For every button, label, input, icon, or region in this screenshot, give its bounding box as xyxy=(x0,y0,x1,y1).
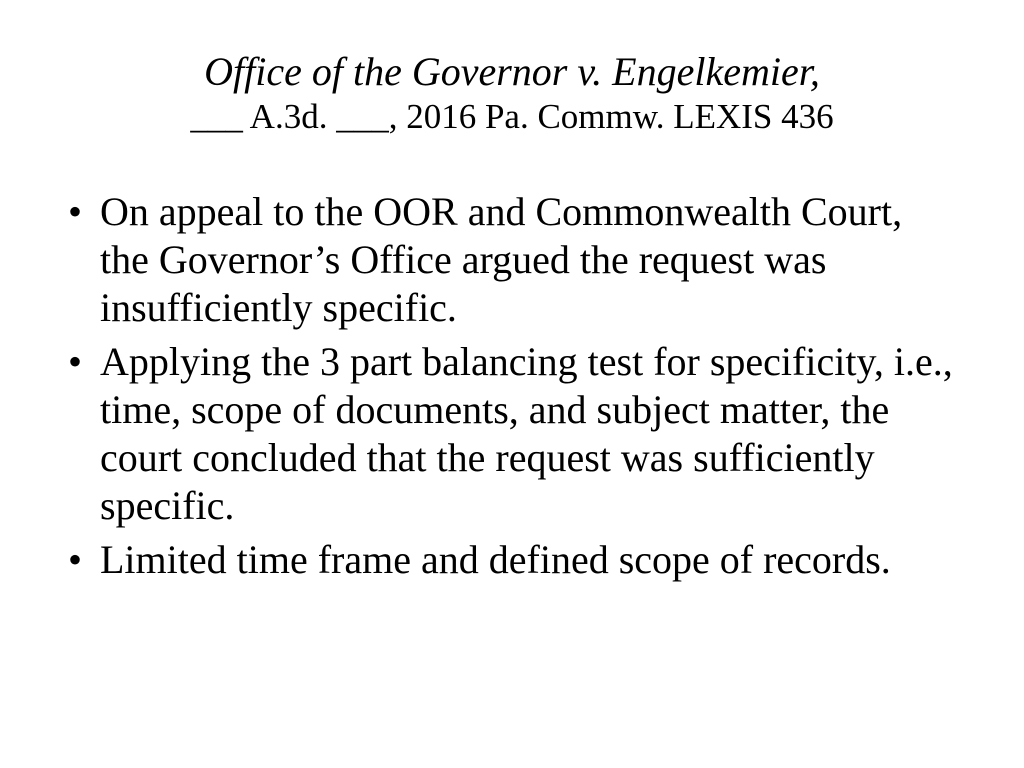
slide-title xyxy=(0,48,1024,138)
case-citation: ___ A.3d. ___, 2016 Pa. Commw. LEXIS 436 xyxy=(190,97,834,136)
bullet-text: Applying the 3 part balancing test for specificity, i.e., time, scope of documents, and subject matter, the court concluded that the request was sufficiently specific. xyxy=(100,339,953,528)
case-name: Office of the Governor v. Engelkemier, xyxy=(204,49,820,94)
bullet-item xyxy=(60,536,960,584)
bullet-item xyxy=(60,338,960,530)
bullet-item xyxy=(60,188,960,332)
bullet-list xyxy=(60,188,960,590)
bullet-icon: • xyxy=(68,339,83,384)
bullet-icon: • xyxy=(68,537,83,582)
bullet-icon: • xyxy=(68,189,83,234)
bullet-text: Limited time frame and defined scope of records. xyxy=(100,537,891,582)
bullet-text: On appeal to the OOR and Commonwealth Court, the Governor’s Office argued the request was insufficiently specific. xyxy=(100,189,903,330)
